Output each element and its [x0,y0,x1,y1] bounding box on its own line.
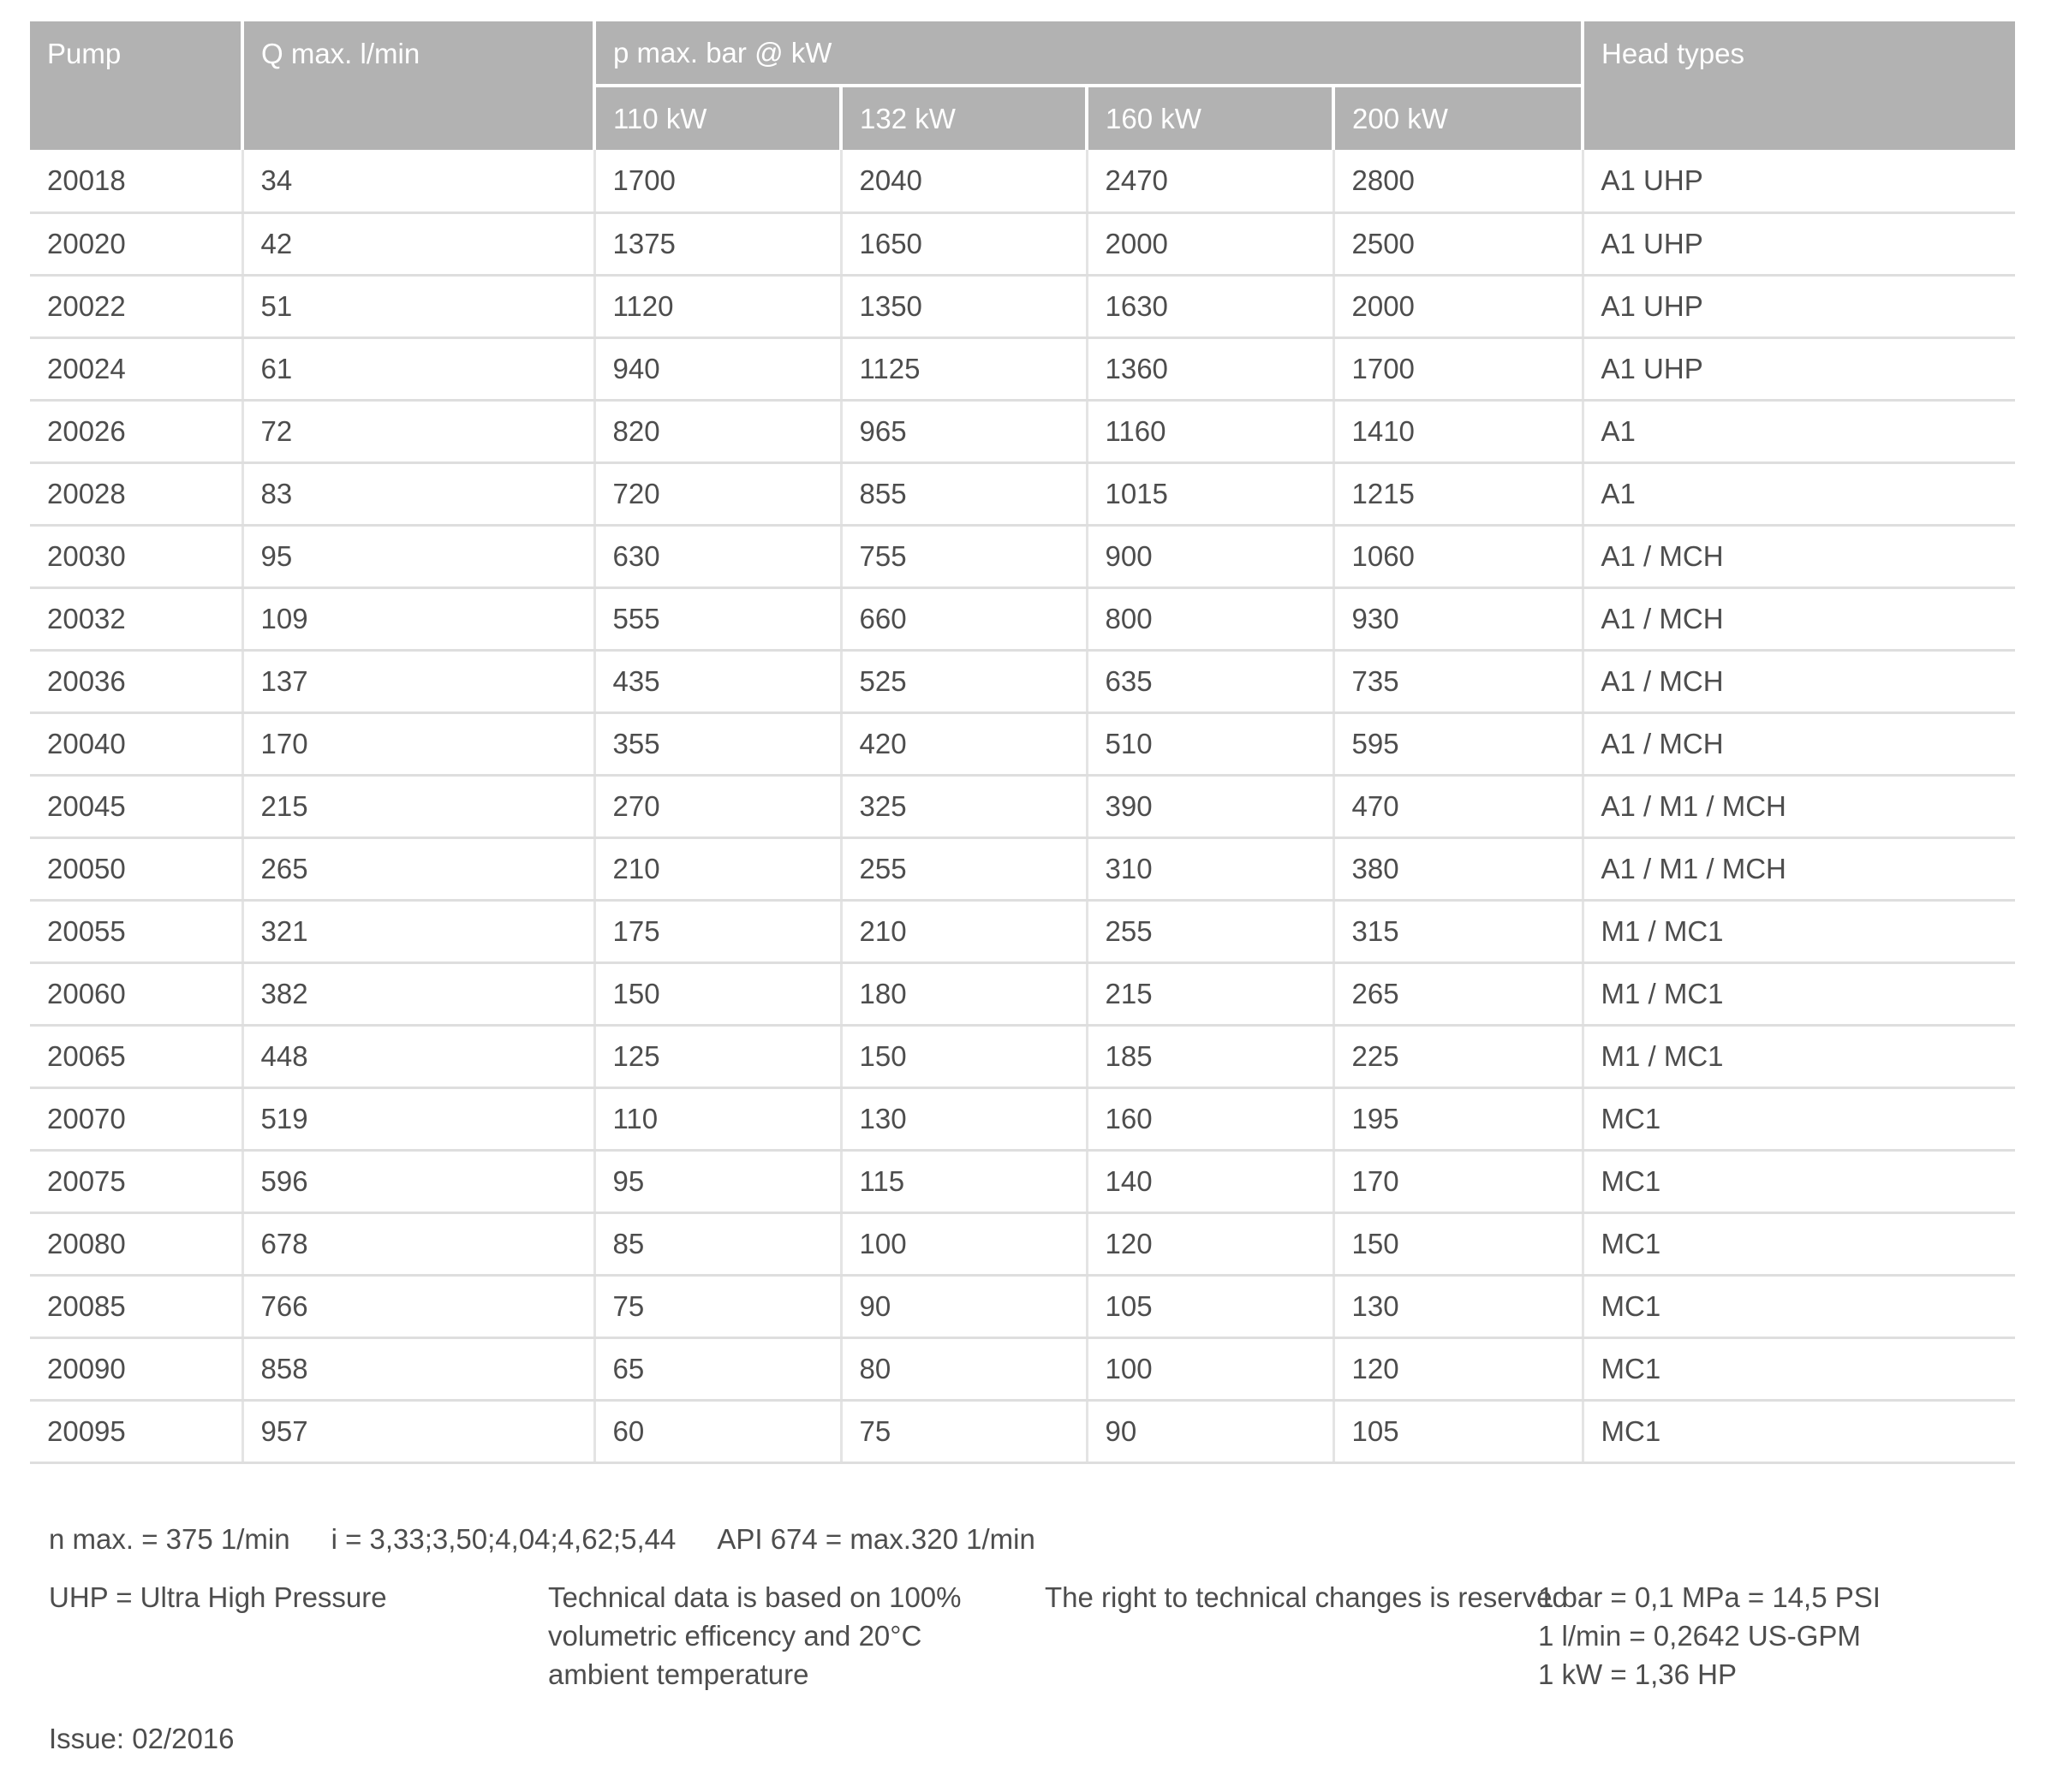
table-row [30,1087,2015,1150]
table-cell: 1410 [1333,400,1583,462]
table-cell: A1 [1583,400,2015,462]
footnote-line [49,1522,1035,1557]
table-cell: 105 [1087,1275,1333,1337]
table-cell: 210 [841,900,1087,962]
table-row [30,275,2015,337]
table-cell: 185 [1087,1025,1333,1087]
col-header-kw: 132 kW [841,86,1087,150]
table-header [30,21,2015,150]
table-cell: 20090 [30,1337,242,1400]
table-cell: 215 [1087,962,1333,1025]
table-cell: 195 [1333,1087,1583,1150]
conversion-line: 1 bar = 0,1 MPa = 14,5 PSI [1538,1581,1881,1613]
table-cell: 1350 [841,275,1087,337]
conversion-line: 1 l/min = 0,2642 US-GPM [1538,1620,1861,1652]
table-cell: M1 / MC1 [1583,962,2015,1025]
footnote-segment: n max. = 375 1/min [49,1523,290,1555]
table-cell: 755 [841,525,1087,587]
table-cell: 255 [841,837,1087,900]
table-cell: 170 [1333,1150,1583,1212]
table-row [30,775,2015,837]
footnote-segment: i = 3,33;3,50;4,04;4,62;5,44 [331,1523,677,1555]
table-cell: MC1 [1583,1087,2015,1150]
table-cell: M1 / MC1 [1583,1025,2015,1087]
table-cell: 1700 [594,150,841,212]
table-cell: 2470 [1087,150,1333,212]
table-cell: 20022 [30,275,242,337]
table-cell: 61 [242,337,594,400]
table-cell: 678 [242,1212,594,1275]
table-cell: 2000 [1333,275,1583,337]
table-cell: 265 [242,837,594,900]
table-cell: 180 [841,962,1087,1025]
table-cell: 90 [841,1275,1087,1337]
footnote-uhp: UHP = Ultra High Pressure [49,1581,387,1613]
table-cell: A1 / M1 / MCH [1583,775,2015,837]
col-header-kw: 160 kW [1087,86,1333,150]
table-cell: 310 [1087,837,1333,900]
table-cell: 448 [242,1025,594,1087]
table-cell: 20032 [30,587,242,650]
table-row [30,150,2015,212]
table-cell: 20026 [30,400,242,462]
table-cell: M1 / MC1 [1583,900,2015,962]
table-cell: 175 [594,900,841,962]
table-cell: 325 [841,775,1087,837]
table-cell: 20045 [30,775,242,837]
table-cell: 80 [841,1337,1087,1400]
table-cell: 20028 [30,462,242,525]
table-cell: 265 [1333,962,1583,1025]
table-cell: 858 [242,1337,594,1400]
table-row [30,337,2015,400]
col-header-qmax: Q max. l/min [242,21,594,150]
table-cell: 965 [841,400,1087,462]
table-cell: 1015 [1087,462,1333,525]
table-cell: A1 / MCH [1583,712,2015,775]
table-cell: MC1 [1583,1150,2015,1212]
table-cell: 766 [242,1275,594,1337]
table-cell: 210 [594,837,841,900]
table-cell: 83 [242,462,594,525]
table-cell: MC1 [1583,1275,2015,1337]
table-cell: A1 UHP [1583,212,2015,275]
table-cell: 1215 [1333,462,1583,525]
table-row [30,1150,2015,1212]
table-cell: 255 [1087,900,1333,962]
table-row [30,400,2015,462]
issue-label: Issue: 02/2016 [49,1723,235,1754]
table-cell: 150 [594,962,841,1025]
table-cell: 382 [242,962,594,1025]
table-cell: 137 [242,650,594,712]
footnote-technical: Technical data is based on 100% volumetric efficency and 20°C ambient temperature [548,1581,962,1690]
table-cell: 1375 [594,212,841,275]
table-cell: 75 [841,1400,1087,1462]
table-cell: 555 [594,587,841,650]
table-cell: 20080 [30,1212,242,1275]
table-cell: 957 [242,1400,594,1462]
table-cell: 800 [1087,587,1333,650]
table-cell: 525 [841,650,1087,712]
table-cell: 125 [594,1025,841,1087]
table-cell: 20020 [30,212,242,275]
table-cell: 109 [242,587,594,650]
col-header-head-types: Head types [1583,21,2015,150]
table-cell: 519 [242,1087,594,1150]
table-cell: 34 [242,150,594,212]
table-cell: 20095 [30,1400,242,1462]
col-header-pmax-group: p max. bar @ kW [594,21,1583,86]
table-cell: 215 [242,775,594,837]
table-cell: A1 UHP [1583,275,2015,337]
table-cell: 90 [1087,1400,1333,1462]
table-cell: 20030 [30,525,242,587]
table-cell: MC1 [1583,1400,2015,1462]
table-row [30,462,2015,525]
table-cell: 2500 [1333,212,1583,275]
table-cell: 150 [1333,1212,1583,1275]
table-cell: A1 UHP [1583,150,2015,212]
table-cell: 420 [841,712,1087,775]
table-row [30,1337,2015,1400]
table-cell: 150 [841,1025,1087,1087]
table-row [30,1400,2015,1462]
table-cell: 630 [594,525,841,587]
table-cell: MC1 [1583,1212,2015,1275]
table-cell: 20018 [30,150,242,212]
table-cell: 20060 [30,962,242,1025]
table-cell: A1 UHP [1583,337,2015,400]
table-cell: 110 [594,1087,841,1150]
table-cell: A1 / MCH [1583,650,2015,712]
table-cell: MC1 [1583,1337,2015,1400]
table-cell: 1160 [1087,400,1333,462]
table-cell: 85 [594,1212,841,1275]
table-row [30,837,2015,900]
header-row-top [30,21,2015,86]
table-cell: 595 [1333,712,1583,775]
table-cell: 1125 [841,337,1087,400]
table-cell: 72 [242,400,594,462]
table-cell: 20070 [30,1087,242,1150]
table-cell: A1 / M1 / MCH [1583,837,2015,900]
table-cell: 660 [841,587,1087,650]
table-cell: 720 [594,462,841,525]
col-header-pump: Pump [30,21,242,150]
table-cell: 315 [1333,900,1583,962]
table-cell: 130 [1333,1275,1583,1337]
table-cell: 596 [242,1150,594,1212]
table-cell: 635 [1087,650,1333,712]
col-header-kw: 200 kW [1333,86,1583,150]
table-cell: 20040 [30,712,242,775]
table-cell: 160 [1087,1087,1333,1150]
table-cell: 1060 [1333,525,1583,587]
table-cell: 105 [1333,1400,1583,1462]
table-cell: 1700 [1333,337,1583,400]
footer-notes [0,1578,2045,1766]
table-cell: 115 [841,1150,1087,1212]
table-cell: 20024 [30,337,242,400]
pump-data-table [30,21,2015,1464]
footnote-rights: The right to technical changes is reserved [1045,1581,1568,1613]
table-cell: 20055 [30,900,242,962]
table-cell: A1 [1583,462,2015,525]
table-row [30,587,2015,650]
table-cell: 735 [1333,650,1583,712]
table-body [30,150,2015,1462]
table-cell: 100 [841,1212,1087,1275]
footnote-conversions [1538,1578,1881,1694]
table-cell: 51 [242,275,594,337]
table-cell: 2800 [1333,150,1583,212]
table-row [30,712,2015,775]
table-cell: 930 [1333,587,1583,650]
table-cell: 20085 [30,1275,242,1337]
table-cell: 130 [841,1087,1087,1150]
table-cell: 2040 [841,150,1087,212]
table-cell: 470 [1333,775,1583,837]
table-row [30,212,2015,275]
table-row [30,650,2015,712]
table-cell: 1650 [841,212,1087,275]
table-cell: 95 [242,525,594,587]
table-cell: 20036 [30,650,242,712]
table-cell: 95 [594,1150,841,1212]
table-cell: 65 [594,1337,841,1400]
table-cell: 60 [594,1400,841,1462]
table-cell: 140 [1087,1150,1333,1212]
table-cell: 120 [1333,1337,1583,1400]
table-row [30,525,2015,587]
table-row [30,1212,2015,1275]
table-cell: A1 / MCH [1583,525,2015,587]
table-cell: 1120 [594,275,841,337]
table-cell: 100 [1087,1337,1333,1400]
table-cell: 20075 [30,1150,242,1212]
table-cell: 270 [594,775,841,837]
table-cell: 225 [1333,1025,1583,1087]
table-cell: 390 [1087,775,1333,837]
table-cell: 120 [1087,1212,1333,1275]
table-cell: 2000 [1087,212,1333,275]
table-row [30,900,2015,962]
table-cell: 900 [1087,525,1333,587]
table-cell: A1 / MCH [1583,587,2015,650]
table-cell: 321 [242,900,594,962]
table-row [30,962,2015,1025]
table-cell: 940 [594,337,841,400]
table-row [30,1025,2015,1087]
conversion-line: 1 kW = 1,36 HP [1538,1658,1738,1690]
table-cell: 380 [1333,837,1583,900]
table-cell: 75 [594,1275,841,1337]
table-cell: 510 [1087,712,1333,775]
table-row [30,1275,2015,1337]
table-cell: 170 [242,712,594,775]
col-header-kw: 110 kW [594,86,841,150]
table-cell: 20050 [30,837,242,900]
table-cell: 855 [841,462,1087,525]
table-cell: 355 [594,712,841,775]
table-cell: 820 [594,400,841,462]
table-cell: 1630 [1087,275,1333,337]
footnote-segment: API 674 = max.320 1/min [717,1523,1035,1555]
table-cell: 1360 [1087,337,1333,400]
table-cell: 435 [594,650,841,712]
table-cell: 20065 [30,1025,242,1087]
table-cell: 42 [242,212,594,275]
